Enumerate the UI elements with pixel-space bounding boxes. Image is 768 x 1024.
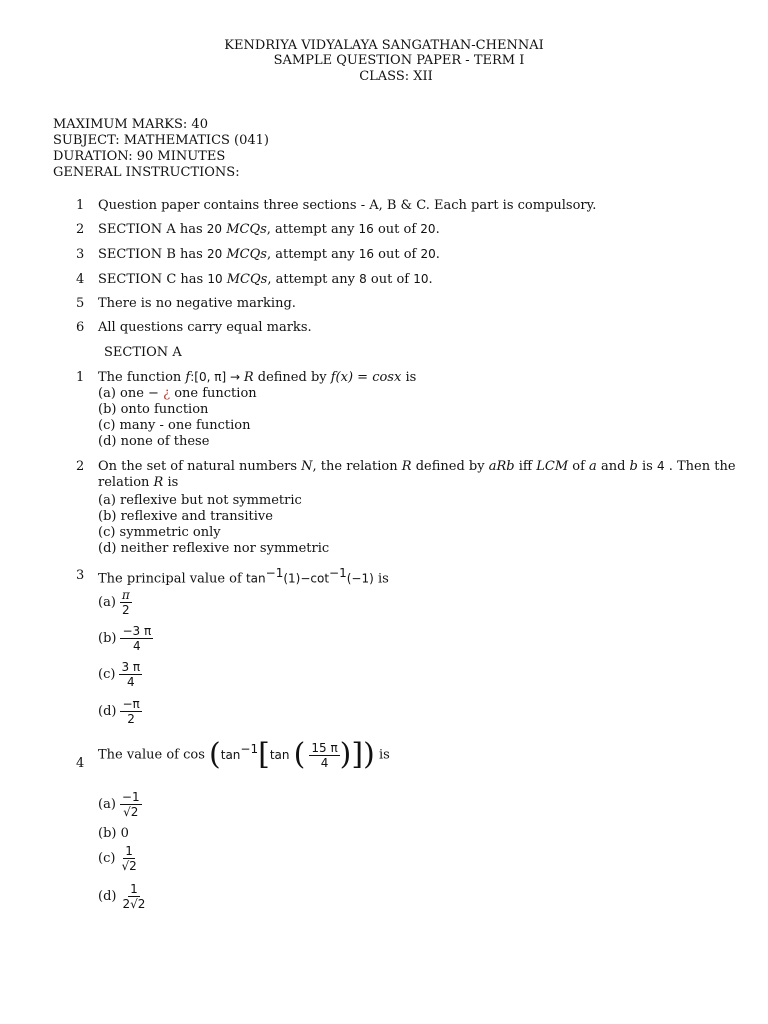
instruction-text: All questions carry equal marks. xyxy=(98,320,312,335)
instruction-number: 6 xyxy=(76,320,85,335)
option-b: (b) onto function xyxy=(98,402,209,417)
option-d: (d) neither reflexive nor symmetric xyxy=(98,541,330,556)
option-c: (c) many - one function xyxy=(98,418,251,433)
instruction-number: 3 xyxy=(76,247,85,262)
option-d: (d) $\frac{1}{2√2}$ xyxy=(98,882,146,911)
instructions-title: GENERAL INSTRUCTIONS: xyxy=(53,165,240,180)
option-c: (c) symmetric only xyxy=(98,525,221,540)
header-subtitle: SAMPLE QUESTION PAPER - TERM I xyxy=(273,53,525,68)
option-b: (b) $\frac{-3 \pi}{4}$ xyxy=(98,624,152,653)
instruction-text: SECTION A has 20 MCQs, attempt any 16 out of 20. xyxy=(98,222,440,237)
instruction-number: 2 xyxy=(76,222,85,237)
instruction-number: 5 xyxy=(76,296,85,311)
question-text: On the set of natural numbers N, the relation R defined by aRb iff LCM of a and b is 4 . Then the xyxy=(98,459,736,474)
instruction-text: There is no negative marking. xyxy=(98,296,296,311)
question-number: 3 xyxy=(76,568,85,583)
option-b: (b) 0 xyxy=(98,826,129,841)
option-a: (a) $\frac{-1}{√2}$ xyxy=(98,790,140,819)
question-number: 1 xyxy=(76,370,85,385)
header-title: KENDRIYA VIDYALAYA SANGATHAN-CHENNAI xyxy=(224,38,544,53)
instruction-number: 1 xyxy=(76,198,85,213)
max-marks: MAXIMUM MARKS: 40 xyxy=(53,117,208,132)
duration: DURATION: 90 MINUTES xyxy=(53,149,226,164)
option-a: (a) $\frac{\pi}{2}$ xyxy=(98,588,130,617)
question-text: The value of $\cos (\tan^{-1}[\tan$ ( $\frac{15 \pi}{4}$ )]) is xyxy=(98,737,390,772)
question-text: The principal value of $\tan^{-1}(1)-\cot^{-1}(-1)$ is xyxy=(98,566,389,587)
question-text-line2: relation R is xyxy=(98,475,179,490)
instruction-number: 4 xyxy=(76,272,85,287)
option-b: (b) reflexive and transitive xyxy=(98,509,273,524)
option-a: (a) reflexive but not symmetric xyxy=(98,493,302,508)
instruction-text: SECTION C has 10 MCQs, attempt any 8 out of 10. xyxy=(98,272,433,287)
subject: SUBJECT: MATHEMATICS (041) xyxy=(53,133,270,148)
question-text: The function f:[0, π] → R defined by f(x) = cosx is xyxy=(98,370,417,385)
option-c: (c) $\frac{1}{√2}$ xyxy=(98,844,137,873)
option-a: (a) one − ¿ one function xyxy=(98,386,257,401)
instruction-text: SECTION B has 20 MCQs, attempt any 16 out of 20. xyxy=(98,247,440,262)
section-title: SECTION A xyxy=(104,345,182,360)
question-number: 2 xyxy=(76,459,85,474)
header-class: CLASS: XII xyxy=(359,69,433,84)
option-d: (d) none of these xyxy=(98,434,210,449)
option-c: (c) $\frac{3 \pi}{4}$ xyxy=(98,660,141,689)
instruction-text: Question paper contains three sections - A, B & C. Each part is compulsory. xyxy=(98,198,597,213)
option-d: (d) $\frac{-\pi}{2}$ xyxy=(98,697,140,726)
question-number: 4 xyxy=(76,756,85,771)
